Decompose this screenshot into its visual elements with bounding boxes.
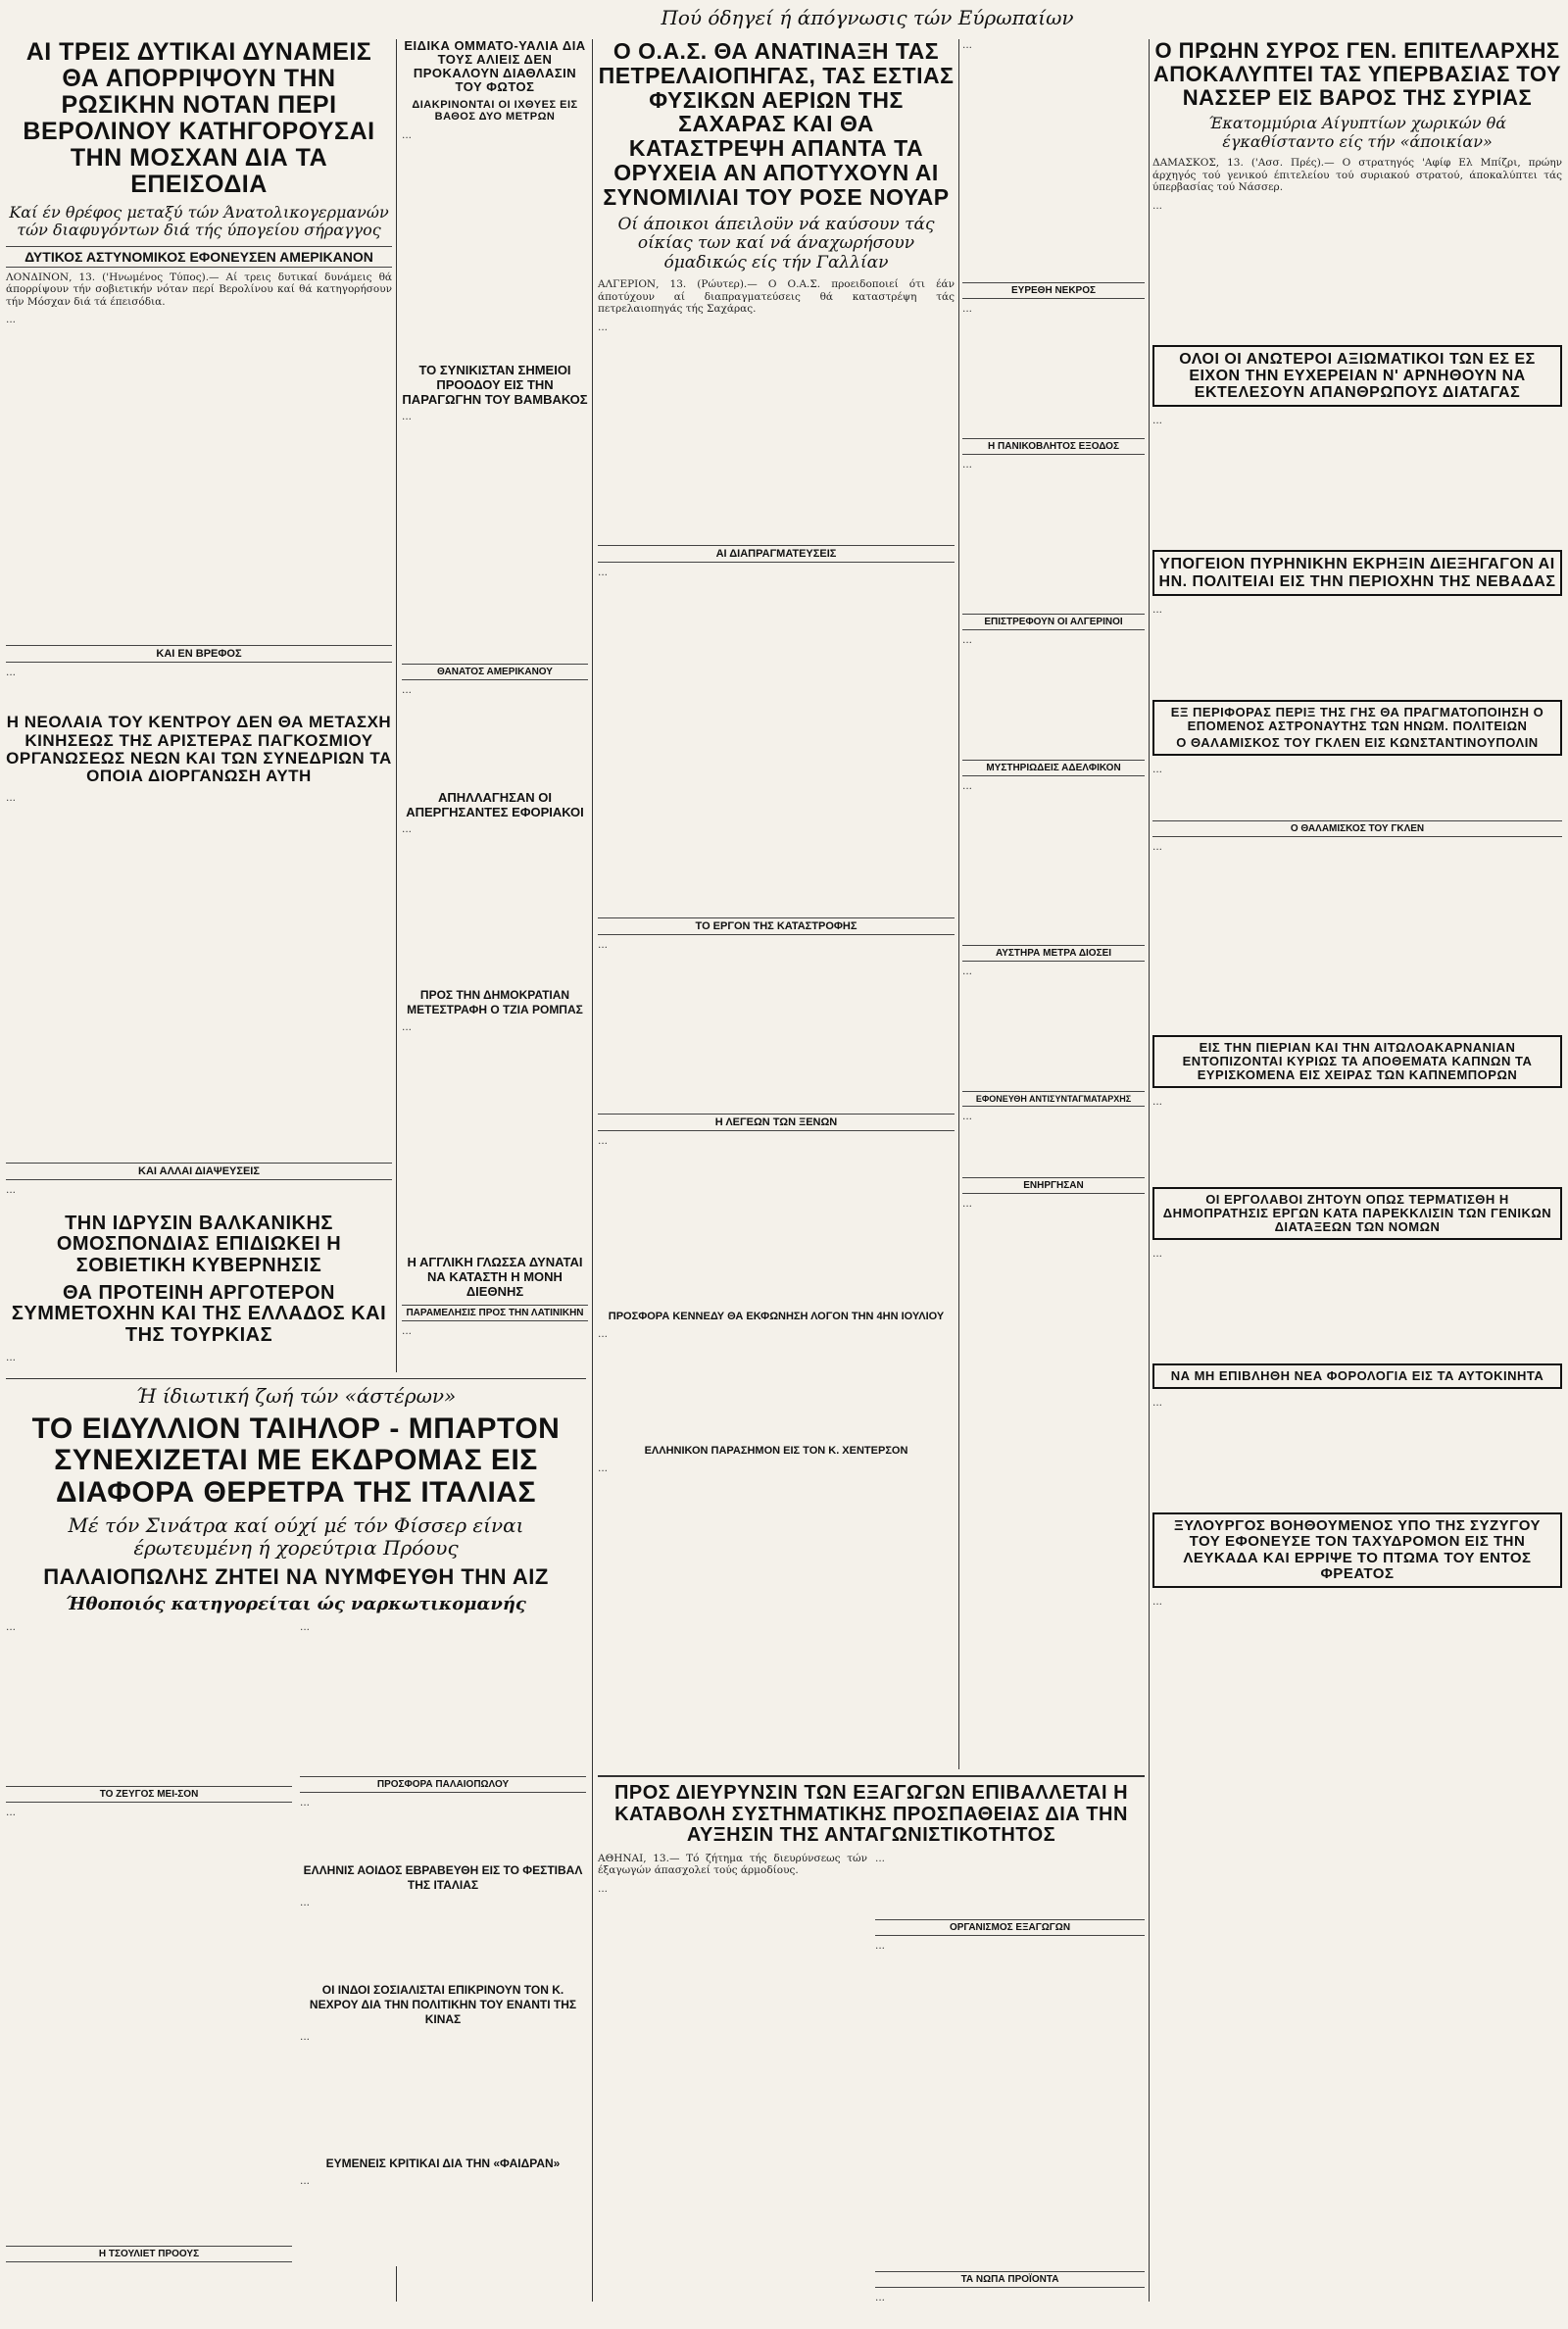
article-text: ... [962, 39, 973, 51]
article-text: ... [962, 303, 973, 315]
article-text: ... [1152, 840, 1163, 853]
article-text: ... [1152, 1397, 1163, 1410]
kicker-export-org: ΟΡΓΑΝΙΣΜΟΣ ΕΞΑΓΩΓΩΝ [875, 1919, 1145, 1936]
kicker-glenn-capsule: Ο ΘΑΛΑΜΙΣΚΟΣ ΤΟΥ ΓΚΛΕΝ [1152, 820, 1562, 837]
article-text: ... [1152, 415, 1163, 427]
article-text: ... [598, 938, 609, 951]
article-text: ... [300, 2174, 311, 2187]
kicker-prowse: Η ΤΣΟΥΛΙΕΤ ΠΡΟΟΥΣ [6, 2246, 292, 2262]
headline-nuclear: ΥΠΟΓΕΙΟΝ ΠΥΡΗΝΙΚΗΝ ΕΚΡΗΞΙΝ ΔΙΕΞΗΓΑΓΟΝ ΑΙ ΗΝ. ΠΟΛΙΤΕΙΑΙ ΕΙΣ ΤΗΝ ΠΕΡΙΟΧΗΝ ΤΗΣ ΝΕΒΑΔΑΣ [1158, 556, 1556, 590]
article-text: ... [962, 459, 973, 471]
article-text: ... [402, 128, 413, 141]
headline-berlin-note: ΑΙ ΤΡΕΙΣ ΔΥΤΙΚΑΙ ΔΥΝΑΜΕΙΣ ΘΑ ΑΠΟΡΡΙΨΟΥΝ ΤΗΝ ΡΩΣΙΚΗΝ ΝΟΤΑΝ ΠΕΡΙ ΒΕΡΟΛΙΝΟΥ ΚΑΤΗΓΟΡΟΥΣΑΙ ΤΗΝ ΜΟΣΧΑΝ ΔΙΑ ΤΑ ΕΠΕΙΣΟΔΙΑ [23, 38, 375, 198]
subhead-syria: Έκατομμύρια Αίγυπτίων χωρικών θά έγκαθίσταντο είς τήν «άποικίαν» [1207, 114, 1507, 151]
subhead-glasses: ΔΙΑΚΡΙΝΟΝΤΑΙ ΟΙ ΙΧΘΥΕΣ ΕΙΣ ΒΑΘΟΣ ΔΥΟ ΜΕΤΡΩΝ [412, 99, 578, 123]
col3-lower [598, 1304, 955, 1559]
kicker-phaedra: ΕΥΜΕΝΕΙΣ ΚΡΙΤΙΚΑΙ ΔΙΑ ΤΗΝ «ΦΑΙΔΡΑΝ» [325, 2156, 561, 2170]
article-text: ... [402, 410, 413, 422]
subhead-oas: Οί άποικοι άπειλοϋν νά καύσουν τάς οίκίας των καί νά άναχωρήσουν όμαδικώς είς τήν Γαλλίαν [617, 214, 935, 273]
article-text: ... [875, 2291, 886, 2304]
kicker-mysterious: ΜΥΣΤΗΡΙΩΔΕΙΣ ΑΔΕΛΦΙΚΟΝ [962, 760, 1145, 776]
headline-carpenter: ΞΥΛΟΥΡΓΟΣ ΒΟΗΘΟΥΜΕΝΟΣ ΥΠΟ ΤΗΣ ΣΥΖΥΓΟΥ ΤΟΥ ΕΦΟΝΕΥΣΕ ΤΟΝ ΤΑΧΥΔΡΟΜΟΝ ΕΙΣ ΤΗΝ ΛΕΥΚΑΔΑ ΚΑΙ ΕΡΡΙΨΕ ΤΟ ΠΤΩΜΑ ΤΟΥ ΕΝΤΟΣ ΦΡΕΑΤΟΣ [1174, 1517, 1541, 1582]
article-text: ... [1152, 199, 1163, 212]
kicker-henderson: ΕΛΛΗΝΙΚΟΝ ΠΑΡΑΣΗΜΟΝ ΕΙΣ ΤΟΝ Κ. ΧΕΝΤΕΡΣΟΝ [644, 1445, 908, 1457]
feature-kicker: Ή ίδιωτική ζωή τών «άστέρων» [135, 1384, 457, 1408]
kicker-algerians-return: ΕΠΙΣΤΡΕΦΟΥΝ ΟΙ ΑΛΓΕΡΙΝΟΙ [962, 614, 1145, 630]
kicker-found-dead: ΕΥΡΕΘΗ ΝΕΚΡΟΣ [962, 282, 1145, 299]
headline-balkan: ΤΗΝ ΙΔΡΥΣΙΝ ΒΑΛΚΑΝΙΚΗΣ ΟΜΟΣΠΟΝΔΙΑΣ ΕΠΙΔΙΩΚΕΙ Η ΣΟΒΙΕΤΙΚΗ ΚΥΒΕΡΝΗΣΙΣ [56, 1212, 342, 1276]
article-text: ... [300, 1620, 311, 1633]
feature-subhead-2: Ήθοποιός κατηγορείται ώς ναρκωτικομανής [66, 1593, 526, 1614]
feature-headline-2: ΠΑΛΑΙΟΠΩΛΗΣ ΖΗΤΕΙ ΝΑ ΝΥΜΦΕΥΘΗ ΤΗΝ ΑΙΖ [43, 1564, 549, 1590]
article-text: ... [300, 2030, 311, 2043]
box-carpenter [1152, 1512, 1562, 1588]
article-text: ... [6, 1806, 17, 1818]
box-contractors [1152, 1187, 1562, 1240]
kicker-strict-measures: ΑΥΣΤΗΡΑ ΜΕΤΡΑ ΔΙΟΣΕΙ [962, 945, 1145, 962]
kicker-indian-socialists: ΟΙ ΙΝΔΟΙ ΣΟΣΙΑΛΙΣΤΑΙ ΕΠΙΚΡΙΝΟΥΝ ΤΟΝ Κ. ΝΕΧΡΟΥ ΔΙΑ ΤΗΝ ΠΟΛΙΤΙΚΗΝ ΤΟΥ ΕΝΑΝΤΙ ΤΗΣ ΚΙΝΑΣ [309, 1982, 577, 2026]
feature-subhead: Μέ τόν Σινάτρα καί ούχί μέ τόν Φίσσερ είναι έρωτευμένη ή χορεύτρια Πρόους [68, 1513, 524, 1561]
article-text: ... [962, 1111, 973, 1122]
kicker-negotiations: ΑΙ ΔΙΑΠΡΑΓΜΑΤΕΥΣΕΙΣ [598, 545, 955, 563]
kicker-greek-singer: ΕΛΛΗΝΙΣ ΑΟΙΔΟΣ ΕΒΡΑΒΕΥΘΗ ΕΙΣ ΤΟ ΦΕΣΤΙΒΑΛ ΤΗΣ ΙΤΑΛΙΑΣ [303, 1862, 583, 1892]
headline-glenn: Ο ΘΑΛΑΜΙΣΚΟΣ ΤΟΥ ΓΚΛΕΝ ΕΙΣ ΚΩΝΣΤΑΝΤΙΝΟΥΠΟΛΙΝ [1176, 734, 1539, 750]
column-5 [1152, 39, 1562, 2302]
headline-youth: Η ΝΕΟΛΑΙΑ ΤΟΥ ΚΕΝΤΡΟΥ ΔΕΝ ΘΑ ΜΕΤΑΣΧΗ ΚΙΝΗΣΕΩΣ ΤΗΣ ΑΡΙΣΤΕΡΑΣ ΠΑΓΚΟΣΜΙΟΥ ΟΡΓΑΝΩΣΕΩΣ ΝΕΩΝ ΚΑΙ ΤΩΝ ΣΥΝΕΔΡΙΩΝ ΤΑ ΟΠΟΙΑ ΔΙΟΡΓΑΝΩΣΗ ΑΥΤΗ [6, 713, 392, 786]
article-text: ... [300, 1896, 311, 1908]
kicker-fresh-products: ΤΑ ΝΩΠΑ ΠΡΟΪΟΝΤΑ [875, 2271, 1145, 2288]
kicker-legion: Η ΛΕΓΕΩΝ ΤΩΝ ΞΕΝΩΝ [598, 1114, 955, 1131]
kicker-english-language: Η ΑΓΓΛΙΚΗ ΓΛΩΣΣΑ ΔΥΝΑΤΑΙ ΝΑ ΚΑΤΑΣΤΗ Η ΜΟΝΗ ΔΙΕΘΝΗΣ [407, 1254, 583, 1299]
lead-oas: ΑΛΓΕΡΙΟΝ, 13. (Ρώυτερ).— Ο Ο.Α.Σ. προειδοποιεί ότι έάν άποτύχουν αί διαπραγματεύσεις θά καταστρέψη τάς πετρελαιοπηγάς τής Σαχάρας. [598, 278, 955, 316]
article-text: ... [598, 1328, 609, 1340]
headline-astronaut: ΕΞ ΠΕΡΙΦΟΡΑΣ ΠΕΡΙΞ ΤΗΣ ΓΗΣ ΘΑ ΠΡΑΓΜΑΤΟΠΟΙΗΣΗ Ο ΕΠΟΜΕΝΟΣ ΑΣΤΡΟΝΑΥΤΗΣ ΤΩΝ ΗΝΩΜ. ΠΟΛΙΤΕΙΩΝ [1170, 704, 1544, 733]
subhead-berlin: Καί έν θρέφος μεταξύ τών Άνατολικογερμανών τών διαφυγόντων διά τής ύπογείου σήραγγος [9, 203, 389, 240]
article-text: ... [402, 1324, 413, 1337]
kicker-latin: ΠΑΡΑΜΕΛΗΣΙΣ ΠΡΟΣ ΤΗΝ ΛΑΤΙΝΙΚΗΝ [402, 1305, 588, 1321]
kicker-mason: ΤΟ ΖΕΥΓΟΣ ΜΕΙ-ΣΟΝ [6, 1786, 292, 1803]
article-text: ... [598, 1134, 609, 1147]
article-text: ... [962, 780, 973, 792]
headline-balkan-2: ΘΑ ΠΡΟΤΕΙΝΗ ΑΡΓΟΤΕΡΟΝ ΣΥΜΜΕΤΟΧΗΝ ΚΑΙ ΤΗΣ ΕΛΛΑΔΟΣ ΚΑΙ ΤΗΣ ΤΟΥΡΚΙΑΣ [11, 1281, 387, 1346]
article-text: ... [1152, 1248, 1163, 1261]
article-text: ... [6, 791, 17, 804]
feature-stars [6, 1372, 586, 2266]
headline-ss: ΟΛΟΙ ΟΙ ΑΝΩΤΕΡΟΙ ΑΞΙΩΜΑΤΙΚΟΙ ΤΩΝ ΕΣ ΕΣ ΕΙΧΟΝ ΤΗΝ ΕΥΧΕΡΕΙΑΝ Ν' ΑΡΝΗΘΟΥΝ ΝΑ ΕΚΤΕΛΕΣΟΥΝ ΑΠΑΝΘΡΩΠΟΥΣ ΔΙΑΤΑΓΑΣ [1179, 350, 1536, 402]
headline-syria: Ο ΠΡΩΗΝ ΣΥΡΟΣ ΓΕΝ. ΕΠΙΤΕΛΑΡΧΗΣ ΑΠΟΚΑΛΥΠΤΕΙ ΤΑΣ ΥΠΕΡΒΑΣΙΑΣ ΤΟΥ ΝΑΣΣΕΡ ΕΙΣ ΒΑΡΟΣ ΤΗΣ ΣΥΡΙΑΣ [1152, 38, 1562, 110]
headline-car-tax: ΝΑ ΜΗ ΕΠΙΒΛΗΘΗ ΝΕΑ ΦΟΡΟΛΟΓΙΑ ΕΙΣ ΤΑ ΑΥΤΟΚΙΝΗΤΑ [1170, 1368, 1544, 1384]
lead-berlin: ΛΟΝΔΙΝΟΝ, 13. ('Ηνωμένος Τύπος).— Αί τρεις δυτικαί δυνάμεις θά άπορρίψουν τήν σοβιετικήν νόταν περί Βερολίνου καί θά κατηγορήσουν τήν Μόσχαν διά τά έπεισόδια. [6, 271, 392, 308]
article-text: ... [962, 966, 973, 977]
kicker-antique-offer: ΠΡΟΣΦΟΡΑ ΠΑΛΑΙΟΠΩΛΟΥ [300, 1776, 586, 1793]
article-text: ... [6, 667, 17, 679]
article-text: ... [402, 683, 413, 696]
headline-oas: Ο Ο.Α.Σ. ΘΑ ΑΝΑΤΙΝΑΞΗ ΤΑΣ ΠΕΤΡΕΛΑΙΟΠΗΓΑΣ, ΤΑΣ ΕΣΤΙΑΣ ΦΥΣΙΚΩΝ ΑΕΡΙΩΝ ΤΗΣ ΣΑΧΑΡΑΣ ΚΑΙ ΘΑ ΚΑΤΑΣΤΡΕΨΗ ΑΠΑΝΤΑ ΤΑ ΟΡΥΧΕΙΑ ΑΝ ΑΠΟΤΥΧΟΥΝ ΑΙ ΣΥΝΟΜΙΛΙΑΙ ΤΟΥ ΡΟΣΕ ΝΟΥΑΡ [598, 38, 955, 210]
export-article [598, 1769, 1145, 2329]
lead-syria: ΔΑΜΑΣΚΟΣ, 13. ('Ασσ. Πρές).— Ο στρατηγός 'Αφίφ Ελ Μπίζρι, πρώην άρχηγός τού γενικού έπιτελείου τού συριακού στρατού, άποκαλύπτει τάς ύπερβασίας τού Νάσσερ. [1152, 157, 1562, 194]
feature-headline: ΤΟ ΕΙΔΥΛΛΙΟΝ ΤΑΙΗΛΟΡ - ΜΠΑΡΤΟΝ ΣΥΝΕΧΙΖΕΤΑΙ ΜΕ ΕΚΔΡΟΜΑΣ ΕΙΣ ΔΙΑΦΟΡΑ ΘΕΡΕΤΡΑ ΤΗΣ ΙΤΑΛΙΑΣ [31, 1412, 561, 1509]
article-text: ... [962, 634, 973, 646]
article-text: ... [598, 566, 609, 578]
article-text: ... [1152, 1096, 1163, 1109]
top-kicker: Πού όδηγεί ή άπόγνωσις τών Εύρωπαίων [661, 6, 1074, 29]
headline-contractors: ΟΙ ΕΡΓΟΛΑΒΟΙ ΖΗΤΟΥΝ ΟΠΩΣ ΤΕΡΜΑΤΙΣΘΗ Η ΔΗΜΟΠΡΑΤΗΣΙΣ ΕΡΓΩΝ ΚΑΤΑ ΠΑΡΕΚΚΛΙΣΙΝ ΤΩΝ ΓΕΝΙΚΩΝ ΔΙΑΤΑΞΕΩΝ ΤΩΝ ΝΟΜΩΝ [1162, 1192, 1552, 1235]
kicker-police: ΔΥΤΙΚΟΣ ΑΣΤΥΝΟΜΙΚΟΣ ΕΦΟΝΕΥΣΕΝ ΑΜΕΡΙΚΑΝΟΝ [6, 246, 392, 268]
headline-tobacco: ΕΙΣ ΤΗΝ ΠΙΕΡΙΑΝ ΚΑΙ ΤΗΝ ΑΙΤΩΛΟΑΚΑΡΝΑΝΙΑΝ ΕΝΤΟΠΙΖΟΝΤΑΙ ΚΥΡΙΩΣ ΤΑ ΑΠΟΘΕΜΑΤΑ ΚΑΠΝΩΝ ΤΑ ΕΥΡΙΣΚΟΜΕΝΑ ΕΙΣ ΧΕΙΡΑΣ ΤΩΝ ΚΑΠΝΕΜΠΟΡΩΝ [1182, 1039, 1533, 1083]
kicker-tax-strike: ΑΠΗΛΛΑΓΗΣΑΝ ΟΙ ΑΠΕΡΓΗΣΑΝΤΕΣ ΕΦΟΡΙΑΚΟΙ [406, 789, 584, 819]
article-text: ... [962, 1198, 973, 1210]
box-tobacco [1152, 1035, 1562, 1088]
box-car-tax [1152, 1363, 1562, 1389]
lead-exports: ΑΘΗΝΑΙ, 13.— Τό ζήτημα τής διευρύνσεως τών έξαγωγών άπασχολεί τούς άρμοδίους. [598, 1852, 867, 1877]
article-text: ... [1152, 763, 1163, 775]
article-text: ... [6, 1352, 17, 1364]
kicker-kennedy: ΠΡΟΣΦΟΡΑ ΚΕΝΝΕΔΥ ΘΑ ΕΚΦΩΝΗΣΗ ΛΟΓΟΝ ΤΗΝ 4ΗΝ ΙΟΥΛΙΟΥ [608, 1311, 945, 1322]
kicker-infant: ΚΑΙ ΕΝ ΒΡΕΦΟΣ [6, 645, 392, 663]
box-astronaut [1152, 700, 1562, 756]
kicker-colonel-killed: ΕΦΟΝΕΥΘΗ ΑΝΤΙΣΥΝΤΑΓΜΑΤΑΡΧΗΣ [962, 1091, 1145, 1107]
article-text: ... [6, 1183, 17, 1196]
kicker-cotton: ΤΟ ΣΥΝΙΚΙΣΤΑΝ ΣΗΜΕΙΟΙ ΠΡΟΟΔΟΥ ΕΙΣ ΤΗΝ ΠΑΡΑΓΩΓΗΝ ΤΟΥ ΒΑΜΒΑΚΟΣ [402, 362, 588, 407]
headline-glasses: ΕΙΔΙΚΑ ΟΜΜΑΤΟ-ΥΑΛΙΑ ΔΙΑ ΤΟΥΣ ΑΛΙΕΙΣ ΔΕΝ ΠΡΟΚΑΛΟΥΝ ΔΙΑΘΛΑΣΙΝ ΤΟΥ ΦΩΤΟΣ [404, 38, 586, 95]
article-text: ... [6, 314, 17, 326]
article-text: ... [875, 1939, 886, 1952]
kicker-destruction: ΤΟ ΕΡΓΟΝ ΤΗΣ ΚΑΤΑΣΤΡΟΦΗΣ [598, 917, 955, 935]
kicker-denials: ΚΑΙ ΑΛΛΑΙ ΔΙΑΨΕΥΣΕΙΣ [6, 1163, 392, 1180]
article-text: ... [598, 1882, 609, 1895]
article-text: ... [6, 1620, 17, 1633]
kicker-american-death: ΘΑΝΑΤΟΣ ΑΜΕΡΙΚΑΝΟΥ [402, 664, 588, 680]
article-text: ... [598, 1462, 609, 1474]
box-nuclear [1152, 550, 1562, 596]
article-text: ... [1152, 1595, 1163, 1608]
article-text: ... [402, 1020, 413, 1033]
box-ss-officers [1152, 345, 1562, 408]
kicker-panic-exodus: Η ΠΑΝΙΚΟΒΛΗΤΟΣ ΕΞΟΔΟΣ [962, 438, 1145, 455]
article-text: ... [402, 822, 413, 835]
article-text: ... [598, 321, 609, 333]
article-text: ... [300, 1796, 311, 1809]
headline-exports: ΠΡΟΣ ΔΙΕΥΡΥΝΣΙΝ ΤΩΝ ΕΞΑΓΩΓΩΝ ΕΠΙΒΑΛΛΕΤΑΙ Η ΚΑΤΑΒΟΛΗ ΣΥΣΤΗΜΑΤΙΚΗΣ ΠΡΟΣΠΑΘΕΙΑΣ ΔΙΑ ΤΗΝ ΑΥΞΗΣΙΝ ΤΗΣ ΑΝΤΑΓΩΝΙΣΤΙΚΟΤΗΤΟΣ [613, 1782, 1129, 1847]
kicker-roberts: ΠΡΟΣ ΤΗΝ ΔΗΜΟΚΡΑΤΙΑΝ ΜΕΤΕΣΤΡΑΦΗ Ο ΤΖΙΑ ΡΟΜΠΑΣ [407, 987, 583, 1016]
article-text: ... [875, 1852, 886, 1864]
article-text: ... [1152, 603, 1163, 616]
kicker-acted: ΕΝΗΡΓΗΣΑΝ [962, 1177, 1145, 1194]
